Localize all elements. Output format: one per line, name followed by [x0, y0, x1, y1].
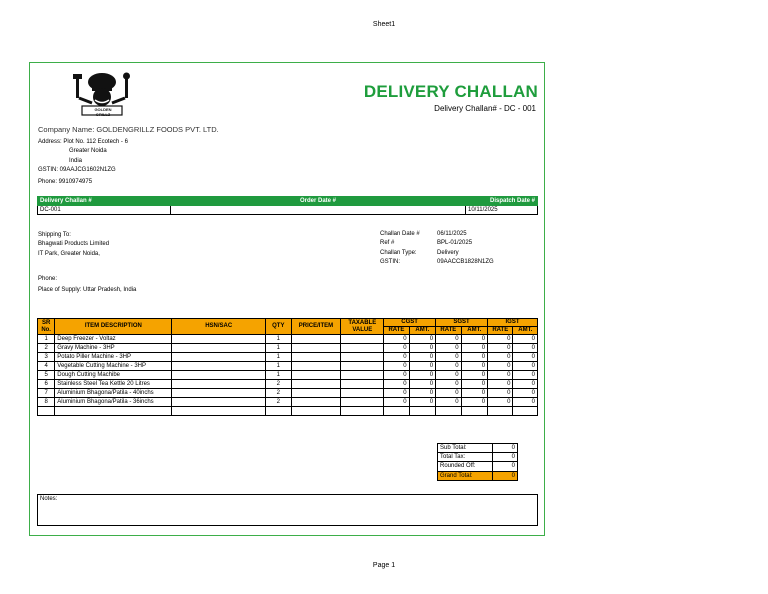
company-phone: Phone: 9910974975	[38, 179, 93, 185]
row-cgst-amt: 0	[409, 380, 435, 389]
table-row	[38, 344, 538, 353]
row-taxable	[341, 344, 384, 353]
header-cgst: CGST	[384, 319, 436, 327]
shipping-address: IT Park, Greater Noida,	[38, 250, 100, 257]
row-cgst-rate: 0	[384, 398, 409, 407]
row-sgst-amt: 0	[461, 371, 487, 380]
row-price	[291, 335, 341, 344]
blank-cell	[513, 407, 538, 416]
blank-cell	[436, 407, 461, 416]
table-row	[38, 398, 538, 407]
row-description: Deep Freezer - Voltaz	[55, 335, 172, 344]
table-row	[38, 371, 538, 380]
row-qty: 1	[266, 353, 291, 362]
row-qty: 1	[266, 362, 291, 371]
row-taxable	[341, 371, 384, 380]
header-rate: RATE	[436, 327, 461, 335]
delivery-challan-label: Delivery Challan #	[38, 197, 171, 206]
row-cgst-amt: 0	[409, 335, 435, 344]
row-description: Aluminium Bhagona/Patila - 40inchs	[55, 389, 172, 398]
row-price	[291, 398, 341, 407]
row-igst-rate: 0	[488, 362, 513, 371]
row-sgst-rate: 0	[436, 335, 461, 344]
challan-meta	[380, 231, 494, 269]
meta-value: 09AACCB1828N1ZG	[437, 259, 494, 266]
shipping-name: Bhagwati Products Limited	[38, 241, 110, 248]
subtotal-value: 0	[493, 444, 518, 453]
table-row	[38, 362, 538, 371]
notes-label: Notes:	[40, 496, 58, 502]
row-cgst-amt: 0	[409, 389, 435, 398]
header-rate: RATE	[384, 327, 409, 335]
blank-cell	[461, 407, 487, 416]
row-qty: 2	[266, 380, 291, 389]
row-cgst-amt: 0	[409, 371, 435, 380]
blank-cell	[488, 407, 513, 416]
document-title: DELIVERY CHALLAN	[363, 82, 538, 101]
notes-box[interactable]	[37, 494, 538, 526]
subtotal-label: Sub Total:	[438, 444, 493, 453]
row-hsn	[172, 389, 266, 398]
row-sgst-rate: 0	[436, 353, 461, 362]
row-sr: 3	[38, 353, 55, 362]
shipping-phone: Phone:	[38, 276, 58, 282]
row-sgst-rate: 0	[436, 362, 461, 371]
row-hsn	[172, 362, 266, 371]
row-igst-amt: 0	[513, 371, 538, 380]
header-price: PRICE/ITEM	[291, 319, 341, 335]
row-price	[291, 371, 341, 380]
row-taxable	[341, 353, 384, 362]
shipping-label: Shipping To:	[38, 232, 71, 238]
row-hsn	[172, 353, 266, 362]
row-sgst-amt: 0	[461, 344, 487, 353]
meta-key: Challan Date #	[380, 231, 420, 237]
header-amt: AMT.	[461, 327, 487, 335]
page-number: Page 1	[372, 562, 396, 569]
row-sgst-rate: 0	[436, 380, 461, 389]
row-qty: 1	[266, 344, 291, 353]
header-sgst: SGST	[436, 319, 488, 327]
row-igst-amt: 0	[513, 344, 538, 353]
header-hsn: HSN/SAC	[172, 319, 266, 335]
row-cgst-amt: 0	[409, 398, 435, 407]
order-date-value	[171, 206, 466, 215]
row-cgst-rate: 0	[384, 380, 409, 389]
row-sgst-rate: 0	[436, 389, 461, 398]
address-line: Address: Plot No. 112 Ecotech - 6	[38, 139, 128, 145]
row-cgst-rate: 0	[384, 362, 409, 371]
header-igst: IGST	[488, 319, 538, 327]
blank-cell	[55, 407, 172, 416]
row-sgst-amt: 0	[461, 398, 487, 407]
grand-total-value: 0	[493, 471, 518, 480]
total-tax-label: Total Tax:	[438, 453, 493, 462]
meta-key: GSTIN:	[380, 259, 401, 266]
row-sgst-amt: 0	[461, 389, 487, 398]
row-hsn	[172, 344, 266, 353]
blank-cell	[409, 407, 435, 416]
row-cgst-amt: 0	[409, 344, 435, 353]
row-sgst-amt: 0	[461, 335, 487, 344]
rounded-off-value: 0	[493, 462, 518, 471]
row-sr: 1	[38, 335, 55, 344]
header-qty: QTY	[266, 319, 291, 335]
row-igst-rate: 0	[488, 344, 513, 353]
company-name: Company Name: GOLDENGRILLZ FOODS PVT. LTD.	[38, 125, 219, 134]
row-cgst-amt: 0	[409, 353, 435, 362]
total-tax-value: 0	[493, 453, 518, 462]
row-hsn	[172, 335, 266, 344]
meta-value: 06/11/2025	[437, 231, 467, 237]
row-sgst-rate: 0	[436, 398, 461, 407]
row-taxable	[341, 362, 384, 371]
sheet-title: Sheet1	[372, 21, 396, 28]
row-sgst-amt: 0	[461, 353, 487, 362]
table-row	[38, 389, 538, 398]
row-description: Potato Piller Machine - 3HP	[55, 353, 172, 362]
delivery-challan-value: DC-001	[38, 206, 171, 215]
address-line: Greater Noida	[69, 148, 107, 155]
row-igst-rate: 0	[488, 389, 513, 398]
row-taxable	[341, 398, 384, 407]
company-gstin: GSTIN: 09AAJCG1602N1ZG	[38, 167, 116, 173]
row-hsn	[172, 398, 266, 407]
row-description: Vegetable Cutting Machine - 3HP	[55, 362, 172, 371]
header-amt: AMT.	[409, 327, 435, 335]
row-cgst-amt: 0	[409, 362, 435, 371]
row-sr: 2	[38, 344, 55, 353]
row-cgst-rate: 0	[384, 335, 409, 344]
row-description: Stainless Steel Tea Kettle 20 Litres	[55, 380, 172, 389]
challan-number: Delivery Challan# - DC - 001	[434, 104, 536, 113]
row-sr: 8	[38, 398, 55, 407]
row-description: Gravy Machine - 3HP	[55, 344, 172, 353]
dispatch-date-label: Dispatch Date #	[466, 197, 538, 206]
items-table	[37, 318, 538, 416]
row-price	[291, 380, 341, 389]
row-cgst-rate: 0	[384, 344, 409, 353]
rounded-off-label: Rounded Off:	[438, 462, 493, 471]
meta-key: Challan Type:	[380, 249, 417, 256]
row-igst-amt: 0	[513, 389, 538, 398]
row-cgst-rate: 0	[384, 389, 409, 398]
row-sgst-rate: 0	[436, 344, 461, 353]
header-sr: SR No.	[38, 319, 55, 335]
header-rate: RATE	[488, 327, 513, 335]
table-row	[38, 335, 538, 344]
row-qty: 2	[266, 398, 291, 407]
table-row	[38, 353, 538, 362]
row-igst-rate: 0	[488, 398, 513, 407]
row-igst-amt: 0	[513, 398, 538, 407]
row-taxable	[341, 335, 384, 344]
row-igst-amt: 0	[513, 380, 538, 389]
row-price	[291, 389, 341, 398]
row-description: Aluminium Bhagona/Patila - 36inchs	[55, 398, 172, 407]
row-sr: 4	[38, 362, 55, 371]
row-sr: 7	[38, 389, 55, 398]
company-logo	[70, 70, 134, 127]
place-of-supply: Place of Supply: Uttar Pradesh, India	[38, 287, 137, 293]
table-row-blank	[38, 407, 538, 416]
row-sr: 6	[38, 380, 55, 389]
blank-cell	[38, 407, 55, 416]
meta-value: BPL-01/2025	[437, 240, 473, 247]
row-qty: 1	[266, 371, 291, 380]
row-cgst-rate: 0	[384, 371, 409, 380]
row-igst-rate: 0	[488, 380, 513, 389]
company-address	[38, 138, 128, 166]
row-sgst-amt: 0	[461, 362, 487, 371]
row-price	[291, 362, 341, 371]
address-line: India	[69, 157, 83, 164]
blank-cell	[384, 407, 409, 416]
row-sr: 5	[38, 371, 55, 380]
row-igst-amt: 0	[513, 335, 538, 344]
row-taxable	[341, 389, 384, 398]
header-taxable: TAXABLE VALUE	[341, 319, 384, 335]
order-date-label: Order Date #	[171, 197, 466, 206]
shipping-to	[38, 231, 109, 259]
row-hsn	[172, 380, 266, 389]
row-hsn	[172, 371, 266, 380]
meta-key: Ref #	[380, 240, 395, 247]
grand-total-label: Grand Total:	[438, 471, 493, 480]
dispatch-date-value: 10/11/2025	[466, 206, 538, 215]
challan-info-bar	[37, 196, 538, 215]
row-qty: 2	[266, 389, 291, 398]
row-price	[291, 344, 341, 353]
row-taxable	[341, 380, 384, 389]
blank-cell	[172, 407, 266, 416]
row-cgst-rate: 0	[384, 353, 409, 362]
blank-cell	[341, 407, 384, 416]
totals-table	[437, 443, 518, 481]
table-row	[38, 380, 538, 389]
row-igst-rate: 0	[488, 335, 513, 344]
meta-value: Delivery	[437, 249, 459, 256]
row-igst-amt: 0	[513, 362, 538, 371]
logo-text: GOLDEN GRILLZ	[94, 107, 112, 117]
row-description: Dough Cutting Machibe	[55, 371, 172, 380]
header-amt: AMT.	[513, 327, 538, 335]
row-igst-amt: 0	[513, 353, 538, 362]
row-igst-rate: 0	[488, 353, 513, 362]
blank-cell	[266, 407, 291, 416]
row-qty: 1	[266, 335, 291, 344]
blank-cell	[291, 407, 341, 416]
row-igst-rate: 0	[488, 371, 513, 380]
row-price	[291, 353, 341, 362]
row-sgst-rate: 0	[436, 371, 461, 380]
header-description: ITEM DESCRIPTION	[55, 319, 172, 335]
row-sgst-amt: 0	[461, 380, 487, 389]
